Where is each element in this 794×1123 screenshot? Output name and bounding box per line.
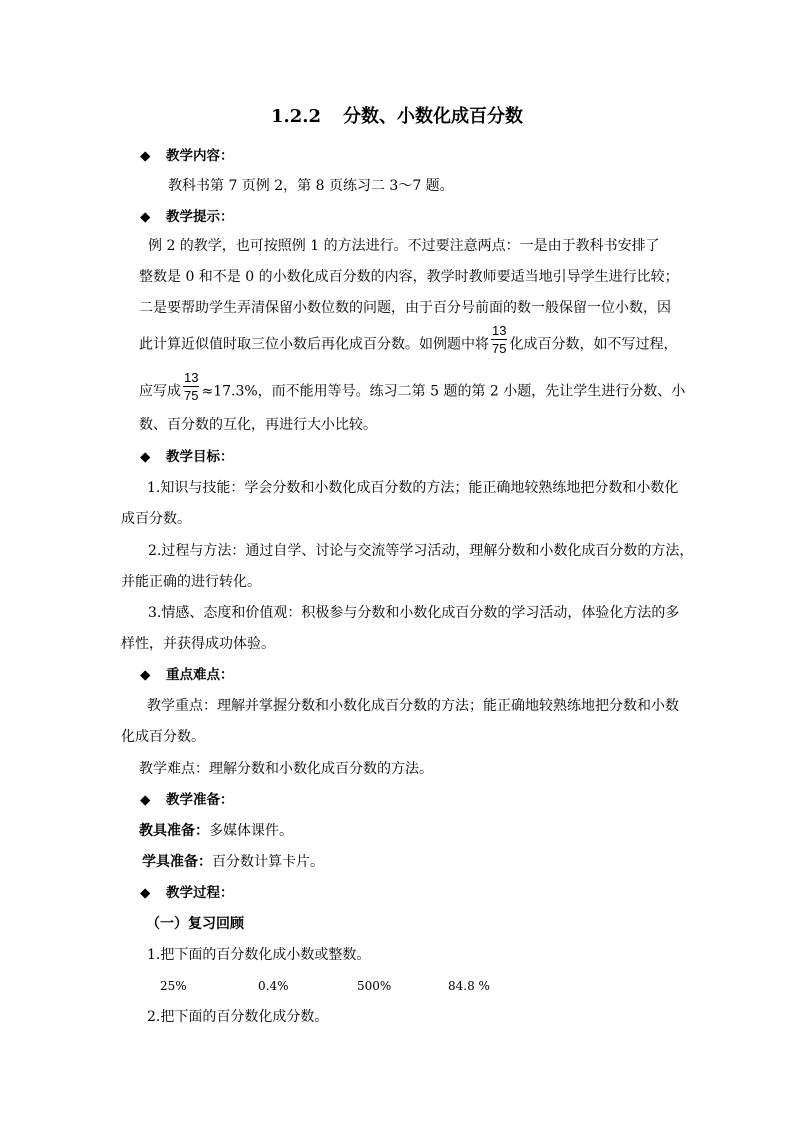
goal-2-line-2: 并能正确的进行转化。 — [121, 574, 261, 590]
percent-value-3: 500% — [357, 979, 392, 993]
diamond-bullet-icon: ◆ — [140, 209, 151, 225]
question-1: 1.把下面的百分数化成小数或整数。 — [147, 947, 371, 963]
key-point-line-2: 化成百分数。 — [121, 729, 205, 745]
tips-line-4: 此计算近似值时取三位小数后再化成百分数。如例题中将 $\frac{13}{75}$ 化成百分数，如不写过程， — [139, 323, 678, 356]
title-number: 1.2.2 — [270, 106, 322, 127]
heading-key-points: ◆ 重点难点： — [140, 667, 234, 683]
key-point-line-1: 教学重点：理解并掌握分数和小数化成百分数的方法；能正确地较熟练地把分数和小数 — [147, 698, 679, 714]
question-2: 2.把下面的百分数化成分数。 — [147, 1009, 329, 1025]
subsection-review: （一）复习回顾 — [146, 916, 244, 932]
diamond-bullet-icon: ◆ — [140, 667, 151, 683]
heading-process: ◆ 教学过程： — [140, 885, 234, 901]
tips-line-2: 整数是 0 和不是 0 的小数化成百分数的内容，教学时教师要适当地引导学生进行比较； — [139, 269, 679, 285]
heading-tips: ◆ 教学提示： — [140, 209, 234, 225]
tips-line-6: 数、百分数的互化，再进行大小比较。 — [139, 417, 377, 433]
diamond-bullet-icon: ◆ — [140, 449, 151, 465]
percent-value-2: 0.4% — [258, 979, 289, 993]
tips-line-3: 二是要帮助学生弄清保留小数位数的问题，由于百分号前面的数一般保留一位小数，因 — [139, 300, 671, 316]
percent-value-4: 84.8 % — [448, 979, 490, 993]
goal-3-line-1: 3.情感、态度和价值观：积极参与分数和小数化成百分数的学习活动，体验化方法的多 — [148, 605, 680, 621]
goal-1-line-1: 1.知识与技能：学会分数和小数化成百分数的方法；能正确地较熟练地把分数和小数化 — [147, 480, 679, 496]
page-title — [0, 103, 794, 131]
diamond-bullet-icon: ◆ — [140, 792, 151, 808]
fraction-13-75: $\frac{13}{75}$ — [492, 323, 507, 356]
goal-1-line-2: 成百分数。 — [121, 511, 191, 527]
tips-line-5: 应写成 $\frac{13}{75}$ ≈17.3%，而不能用等号。练习二第 5 题的第 2 小题，先让学生进行分数、小 — [139, 370, 686, 403]
percent-value-1: 25% — [160, 979, 187, 993]
content-text: 教科书第 7 页例 2，第 8 页练习二 3～7 题。 — [168, 178, 454, 194]
heading-preparation: ◆ 教学准备： — [140, 792, 234, 808]
diamond-bullet-icon: ◆ — [140, 885, 151, 901]
difficulty-line: 教学难点：理解分数和小数化成百分数的方法。 — [139, 761, 433, 777]
fraction-13-75: $\frac{13}{75}$ — [184, 370, 199, 403]
teacher-prep-line: 教具准备：多媒体课件。 — [139, 823, 293, 839]
title-text: 分数、小数化成百分数 — [343, 106, 524, 127]
student-prep-line: 学具准备：百分数计算卡片。 — [142, 854, 324, 870]
tips-line-1: 例 2 的教学，也可按照例 1 的方法进行。不过要注意两点：一是由于教科书安排了 — [148, 238, 660, 254]
heading-content: ◆ 教学内容： — [140, 148, 234, 164]
goal-2-line-1: 2.过程与方法：通过自学、讨论与交流等学习活动，理解分数和小数化成百分数的方法， — [148, 543, 694, 559]
heading-goals: ◆ 教学目标： — [140, 449, 234, 465]
goal-3-line-2: 样性，并获得成功体验。 — [121, 636, 275, 652]
diamond-bullet-icon: ◆ — [140, 148, 151, 164]
